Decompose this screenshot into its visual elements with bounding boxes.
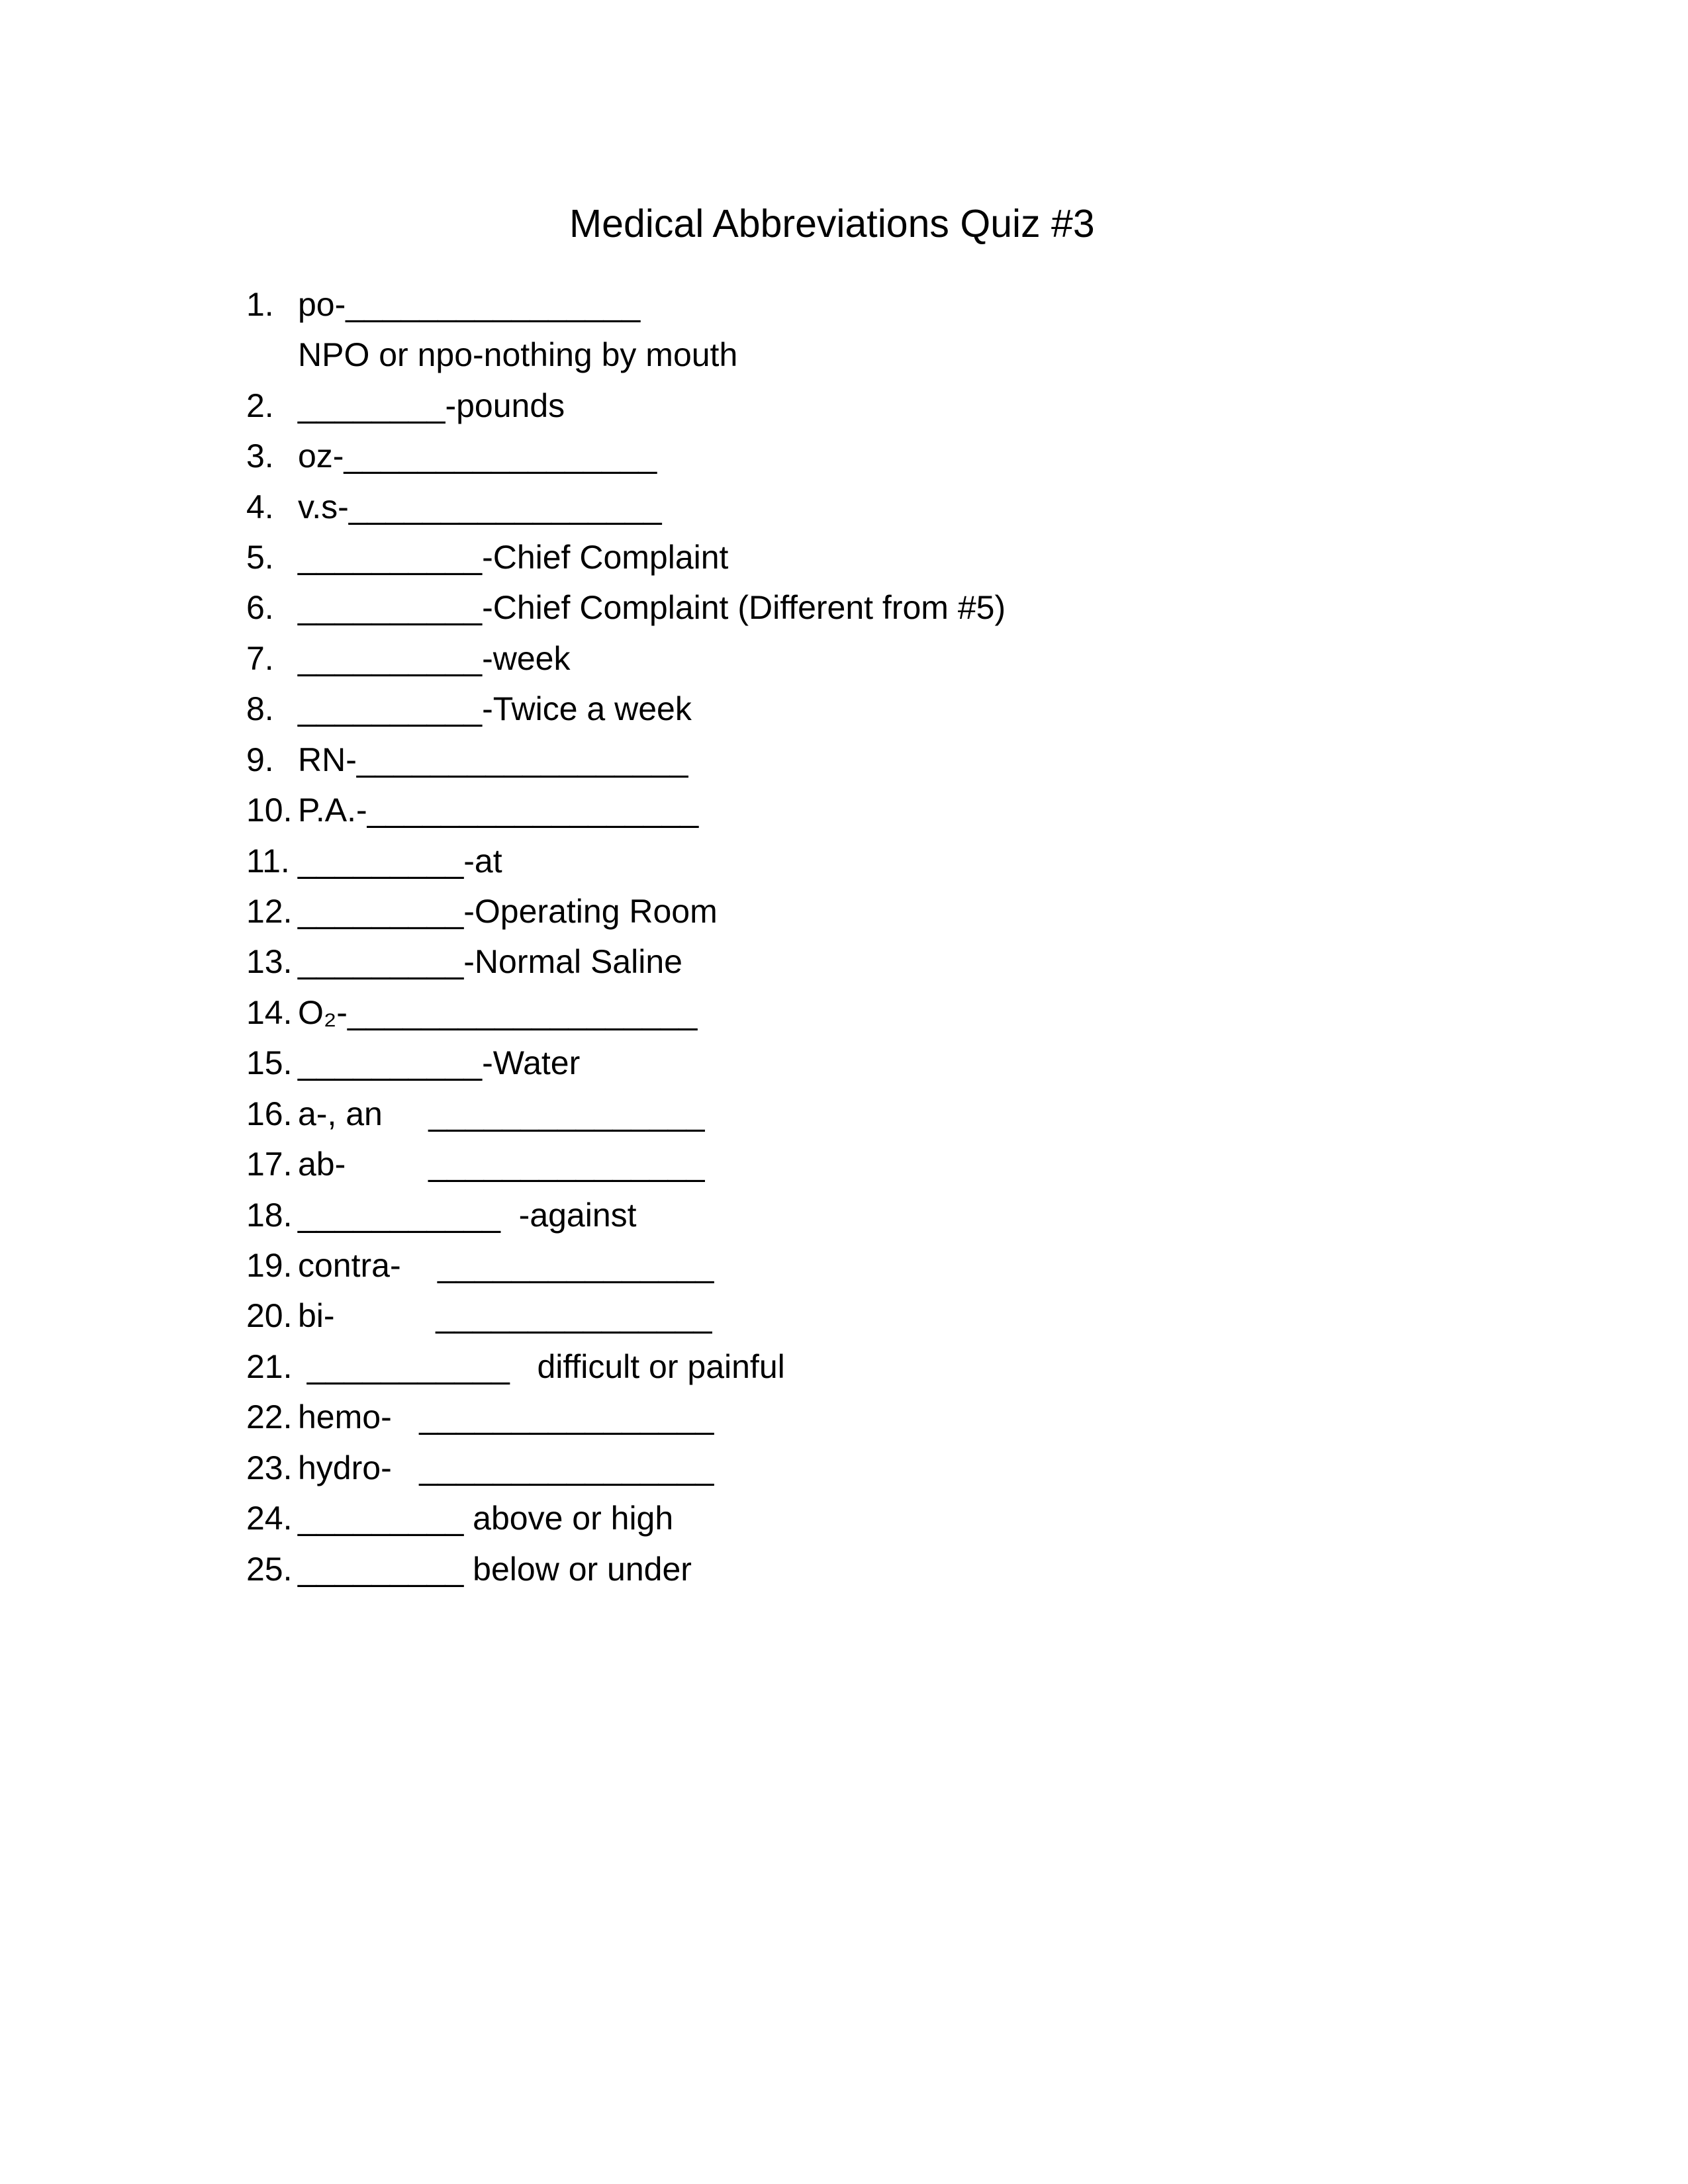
question-number: 22.: [246, 1398, 293, 1435]
question-number: 15.: [246, 1044, 293, 1081]
question-text: bi- _______________: [298, 1297, 712, 1334]
question-text: __________-Water: [298, 1044, 581, 1081]
question-text: __________-week: [298, 640, 571, 677]
question-number: 25.: [246, 1551, 293, 1588]
question-text: v.s-_________________: [298, 488, 662, 525]
question-text: _________ below or under: [298, 1551, 692, 1588]
question-text: _________-Normal Saline: [298, 943, 682, 980]
question-text: _________ above or high: [298, 1500, 674, 1537]
question-number: 5.: [246, 539, 274, 576]
question-number: 16.: [246, 1095, 293, 1132]
question-number: 6.: [246, 589, 274, 626]
question-text: _________-Operating Room: [298, 893, 718, 930]
question-text: po-________________: [298, 286, 641, 323]
question-text: hydro- ________________: [298, 1449, 714, 1486]
question-text: P.A.-__________________: [298, 792, 699, 829]
question-number: 24.: [246, 1500, 293, 1537]
question-number: 19.: [246, 1247, 293, 1284]
question-number: 11.: [246, 842, 290, 880]
page-title: Medical Abbreviations Quiz #3: [569, 202, 1095, 246]
question-text: oz-_________________: [298, 437, 657, 475]
question-text: __________-Chief Complaint: [298, 539, 729, 576]
question-number: 14.: [246, 994, 293, 1031]
question-text: _________-at: [298, 842, 502, 880]
question-text: ab- _______________: [298, 1146, 705, 1183]
question-number: 7.: [246, 640, 274, 677]
question-number: 9.: [246, 741, 274, 778]
question-number: 2.: [246, 387, 274, 424]
question-text: O₂-___________________: [298, 994, 698, 1031]
question-text: NPO or npo-nothing by mouth: [298, 336, 738, 373]
question-number: 18.: [246, 1197, 293, 1234]
question-text: __________-Twice a week: [298, 690, 692, 727]
question-number: 23.: [246, 1449, 293, 1486]
question-text: ___________ difficult or painful: [298, 1348, 785, 1385]
question-number: 1.: [246, 286, 274, 323]
question-text: ________-pounds: [298, 387, 565, 424]
question-number: 10.: [246, 792, 293, 829]
question-number: 12.: [246, 893, 293, 930]
question-text: hemo- ________________: [298, 1398, 714, 1435]
question-number: 8.: [246, 690, 274, 727]
question-number: 13.: [246, 943, 293, 980]
question-text: ___________ -against: [298, 1197, 637, 1234]
question-text: contra- _______________: [298, 1247, 714, 1284]
question-number: 3.: [246, 437, 274, 475]
question-text: a-, an _______________: [298, 1095, 705, 1132]
question-text: __________-Chief Complaint (Different from #5): [298, 589, 1006, 626]
question-text: RN-__________________: [298, 741, 688, 778]
question-number: 20.: [246, 1297, 293, 1334]
question-number: 4.: [246, 488, 274, 525]
question-number: 17.: [246, 1146, 293, 1183]
question-number: 21.: [246, 1348, 293, 1385]
